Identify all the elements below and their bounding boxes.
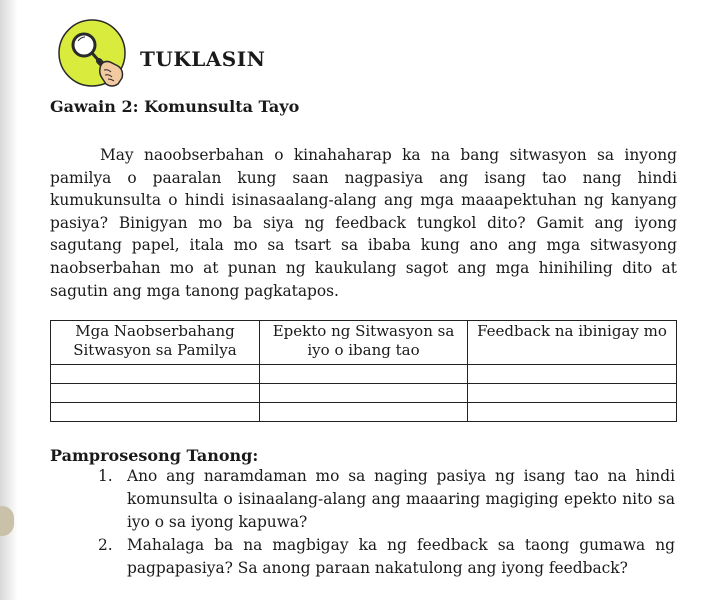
activity-title: Gawain 2: Komunsulta Tayo bbox=[50, 97, 300, 116]
list-item bbox=[98, 465, 675, 534]
section-title: TUKLASIN bbox=[140, 47, 266, 71]
table-cell-blank[interactable] bbox=[260, 384, 468, 403]
table-cell-blank[interactable] bbox=[51, 384, 260, 403]
table-row bbox=[51, 403, 677, 422]
table-row bbox=[51, 384, 677, 403]
table-cell-blank[interactable] bbox=[468, 403, 677, 422]
processing-questions-title: Pamprosesong Tanong: bbox=[50, 446, 259, 465]
column-header-feedback: Feedback na ibinigay mo bbox=[468, 321, 677, 365]
table-header-row bbox=[51, 321, 677, 365]
question-number: 1. bbox=[98, 467, 113, 485]
table-cell-blank[interactable] bbox=[51, 403, 260, 422]
table-cell-blank[interactable] bbox=[468, 384, 677, 403]
processing-questions-list bbox=[98, 465, 675, 580]
table-row bbox=[51, 365, 677, 384]
column-header-situations: Mga Naobserbahang Sitwasyon sa Pamilya bbox=[51, 321, 260, 365]
question-number: 2. bbox=[98, 536, 113, 554]
instructions-paragraph: May naoobserbahan o kinahaharap ka na bang sitwasyon sa inyong pamilya o paaralan kung saan nagpasiya ang isang tao nang hindi kumukunsulta o hindi isinasaalang-alang ang mga maaapektuhan ng kanyang pasiya? Binigyan mo ba siya ng feedback tungkol dito? Gamit ang iyong sagutang papel, itala mo sa tsart sa ibaba kung ano ang mga sitwasyong naobserbahan mo at punan ng kaukulang sagot ang mga hinihiling dito at sagutin ang mga tanong pagkatapos. bbox=[50, 146, 677, 300]
column-header-effects: Epekto ng Sitwasyon sa iyo o ibang tao bbox=[260, 321, 468, 365]
question-text: Ano ang naramdaman mo sa naging pasiya ng isang tao na hindi komunsulta o isinaalang-alang ang maaaring magiging epekto nito sa iyo o sa iyong kapuwa? bbox=[127, 467, 675, 531]
table-cell-blank[interactable] bbox=[260, 403, 468, 422]
table-cell-blank[interactable] bbox=[260, 365, 468, 384]
observation-chart bbox=[50, 320, 677, 422]
list-item bbox=[98, 534, 675, 580]
table-cell-blank[interactable] bbox=[51, 365, 260, 384]
question-text: Mahalaga ba na magbigay ka ng feedback sa taong gumawa ng pagpapasiya? Sa anong paraan nakatulong ang iyong feedback? bbox=[127, 536, 675, 577]
table-cell-blank[interactable] bbox=[468, 365, 677, 384]
magnifying-glass-hand-icon bbox=[52, 18, 134, 88]
